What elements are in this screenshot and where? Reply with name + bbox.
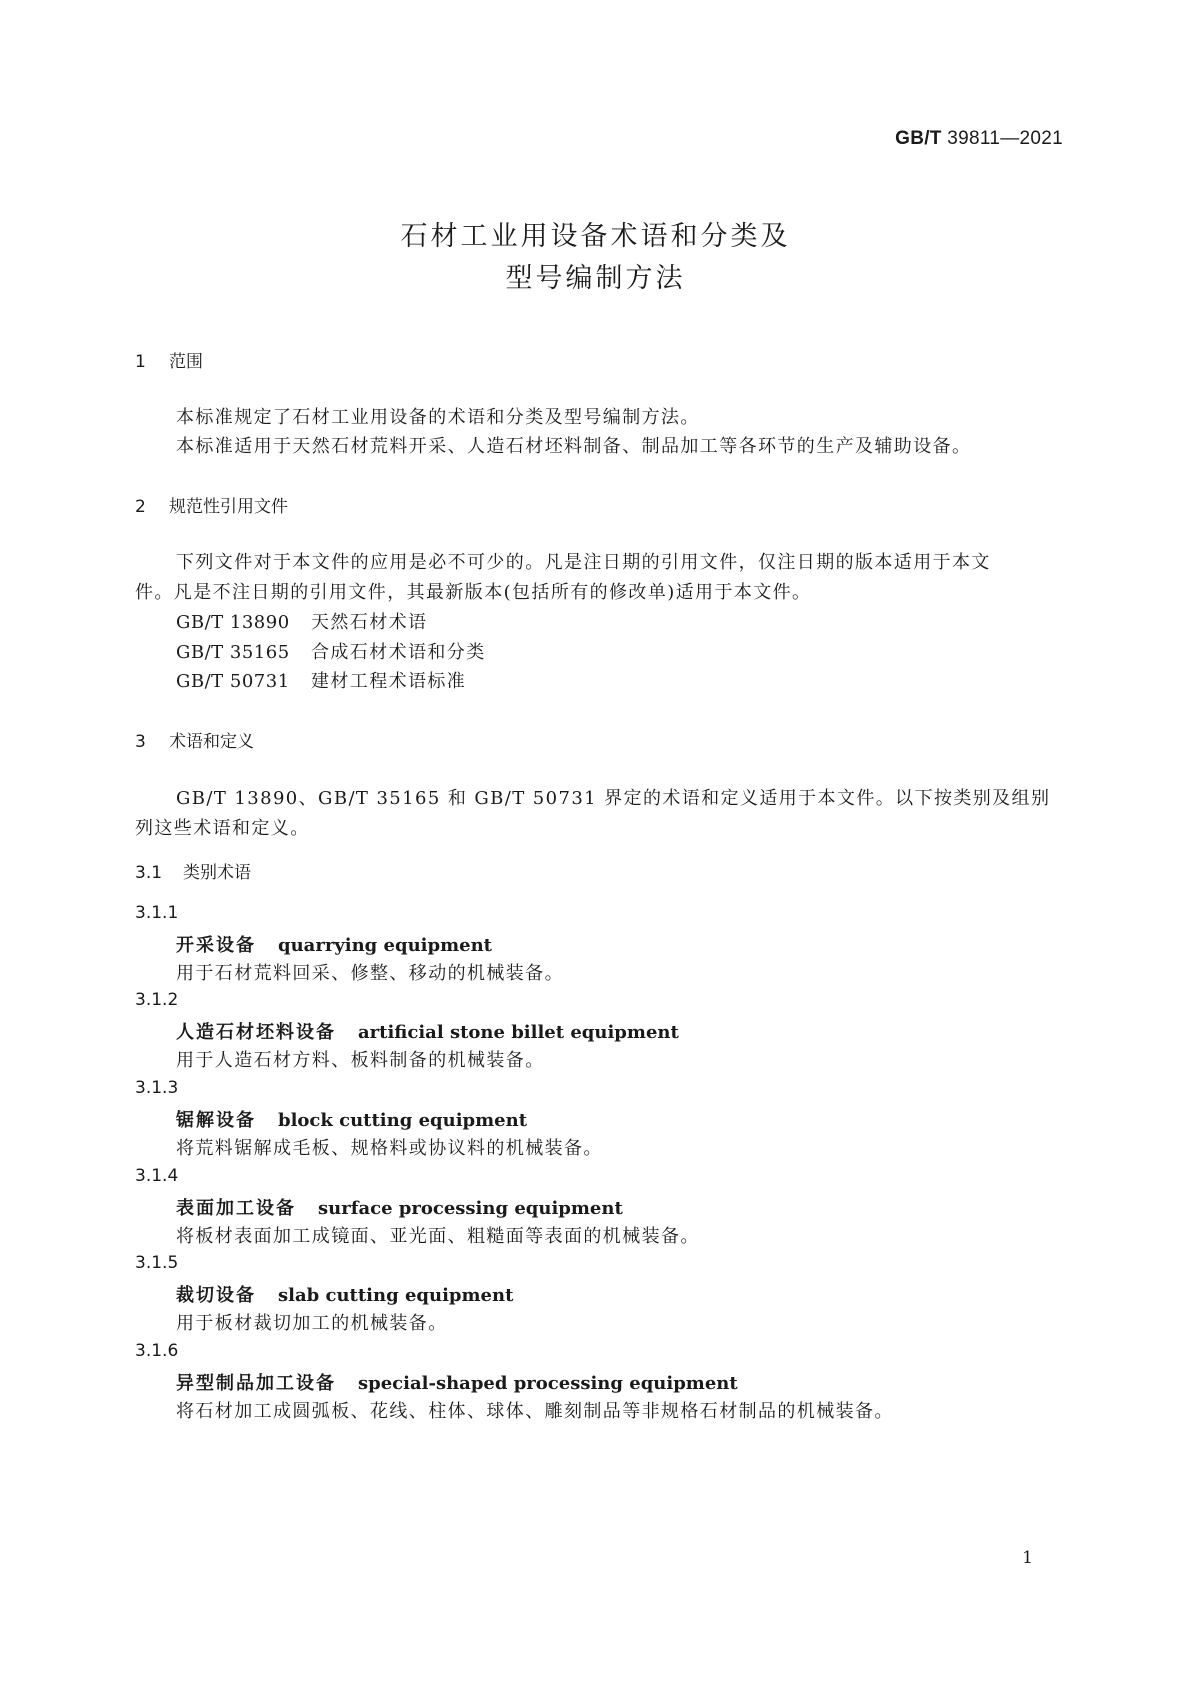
term-chinese: 人造石材坯料设备 (176, 1022, 336, 1043)
term-english: artificial stone billet equipment (358, 1022, 679, 1043)
reference-name: 合成石材术语和分类 (311, 642, 486, 663)
reference-name: 建材工程术语标准 (311, 671, 467, 692)
term-definition: 用于石材荒料回采、修整、移动的机械装备。 (176, 963, 564, 984)
term-chinese: 开采设备 (176, 935, 256, 956)
reference-code: GB/T 13890 (176, 612, 290, 633)
term-number: 3.1.6 (135, 1341, 179, 1361)
standard-prefix: GB/T (895, 128, 942, 149)
subsection-3-1-heading (135, 858, 251, 883)
term-english: quarrying equipment (278, 935, 492, 956)
term-english: block cutting equipment (278, 1110, 528, 1131)
term-entry (176, 1018, 679, 1044)
term-definition: 将石材加工成圆弧板、花线、柱体、球体、雕刻制品等非规格石材制品的机械装备。 (176, 1401, 894, 1422)
subsection-number: 3.1 (135, 863, 163, 883)
normative-refs-paragraph-line2: 件。凡是不注日期的引用文件，其最新版本(包括所有的修改单)适用于本文件。 (135, 582, 812, 603)
term-number: 3.1.4 (135, 1166, 179, 1186)
section-number: 3 (135, 732, 146, 752)
scope-paragraph-2: 本标准适用于天然石材荒料开采、人造石材坯料制备、制品加工等各环节的生产及辅助设备。 (176, 436, 972, 457)
term-number: 3.1.1 (135, 903, 179, 923)
normative-refs-paragraph-line1: 下列文件对于本文件的应用是必不可少的。凡是注日期的引用文件，仅注日期的版本适用于本文 (176, 552, 991, 573)
section-number: 2 (135, 497, 146, 517)
section-number: 1 (135, 352, 146, 372)
term-english: slab cutting equipment (278, 1285, 514, 1306)
section-title: 范围 (169, 352, 203, 372)
term-number: 3.1.5 (135, 1253, 179, 1273)
term-entry (176, 1369, 738, 1395)
section-title: 术语和定义 (169, 732, 254, 752)
term-entry (176, 931, 492, 957)
term-chinese: 裁切设备 (176, 1285, 256, 1306)
term-entry (176, 1106, 527, 1132)
reference-name: 天然石材术语 (311, 612, 428, 633)
term-number: 3.1.2 (135, 990, 179, 1010)
term-definition: 将荒料锯解成毛板、规格料或协议料的机械装备。 (176, 1138, 603, 1159)
terms-paragraph-line1: GB/T 13890、GB/T 35165 和 GB/T 50731 界定的术语和定义适用于本文件。以下按类别及组别 (176, 788, 1051, 809)
section-1-heading (135, 347, 203, 372)
reference-item (176, 667, 466, 693)
reference-code: GB/T 50731 (176, 671, 290, 692)
section-title: 规范性引用文件 (169, 497, 288, 517)
reference-item (176, 638, 486, 664)
term-english: surface processing equipment (318, 1198, 623, 1219)
section-2-heading (135, 492, 288, 517)
term-chinese: 锯解设备 (176, 1110, 256, 1131)
document-title-line1: 石材工业用设备术语和分类及 (400, 221, 791, 252)
term-number: 3.1.3 (135, 1078, 179, 1098)
term-english: special-shaped processing equipment (358, 1373, 738, 1394)
reference-item (176, 608, 427, 634)
subsection-title: 类别术语 (183, 863, 251, 883)
section-3-heading (135, 727, 254, 752)
page-number: 1 (1022, 1548, 1033, 1568)
term-entry (176, 1194, 623, 1220)
scope-paragraph-1: 本标准规定了石材工业用设备的术语和分类及型号编制方法。 (176, 407, 700, 428)
term-entry (176, 1281, 513, 1307)
term-definition: 将板材表面加工成镜面、亚光面、粗糙面等表面的机械装备。 (176, 1226, 700, 1247)
document-title-line2: 型号编制方法 (505, 263, 686, 294)
terms-paragraph-line2: 列这些术语和定义。 (135, 818, 310, 839)
reference-code: GB/T 35165 (176, 642, 290, 663)
term-chinese: 表面加工设备 (176, 1198, 296, 1219)
standard-code (895, 128, 1063, 150)
standard-number: 39811—2021 (947, 128, 1063, 149)
term-chinese: 异型制品加工设备 (176, 1373, 336, 1394)
term-definition: 用于板材裁切加工的机械装备。 (176, 1313, 448, 1334)
term-definition: 用于人造石材方料、板料制备的机械装备。 (176, 1050, 545, 1071)
